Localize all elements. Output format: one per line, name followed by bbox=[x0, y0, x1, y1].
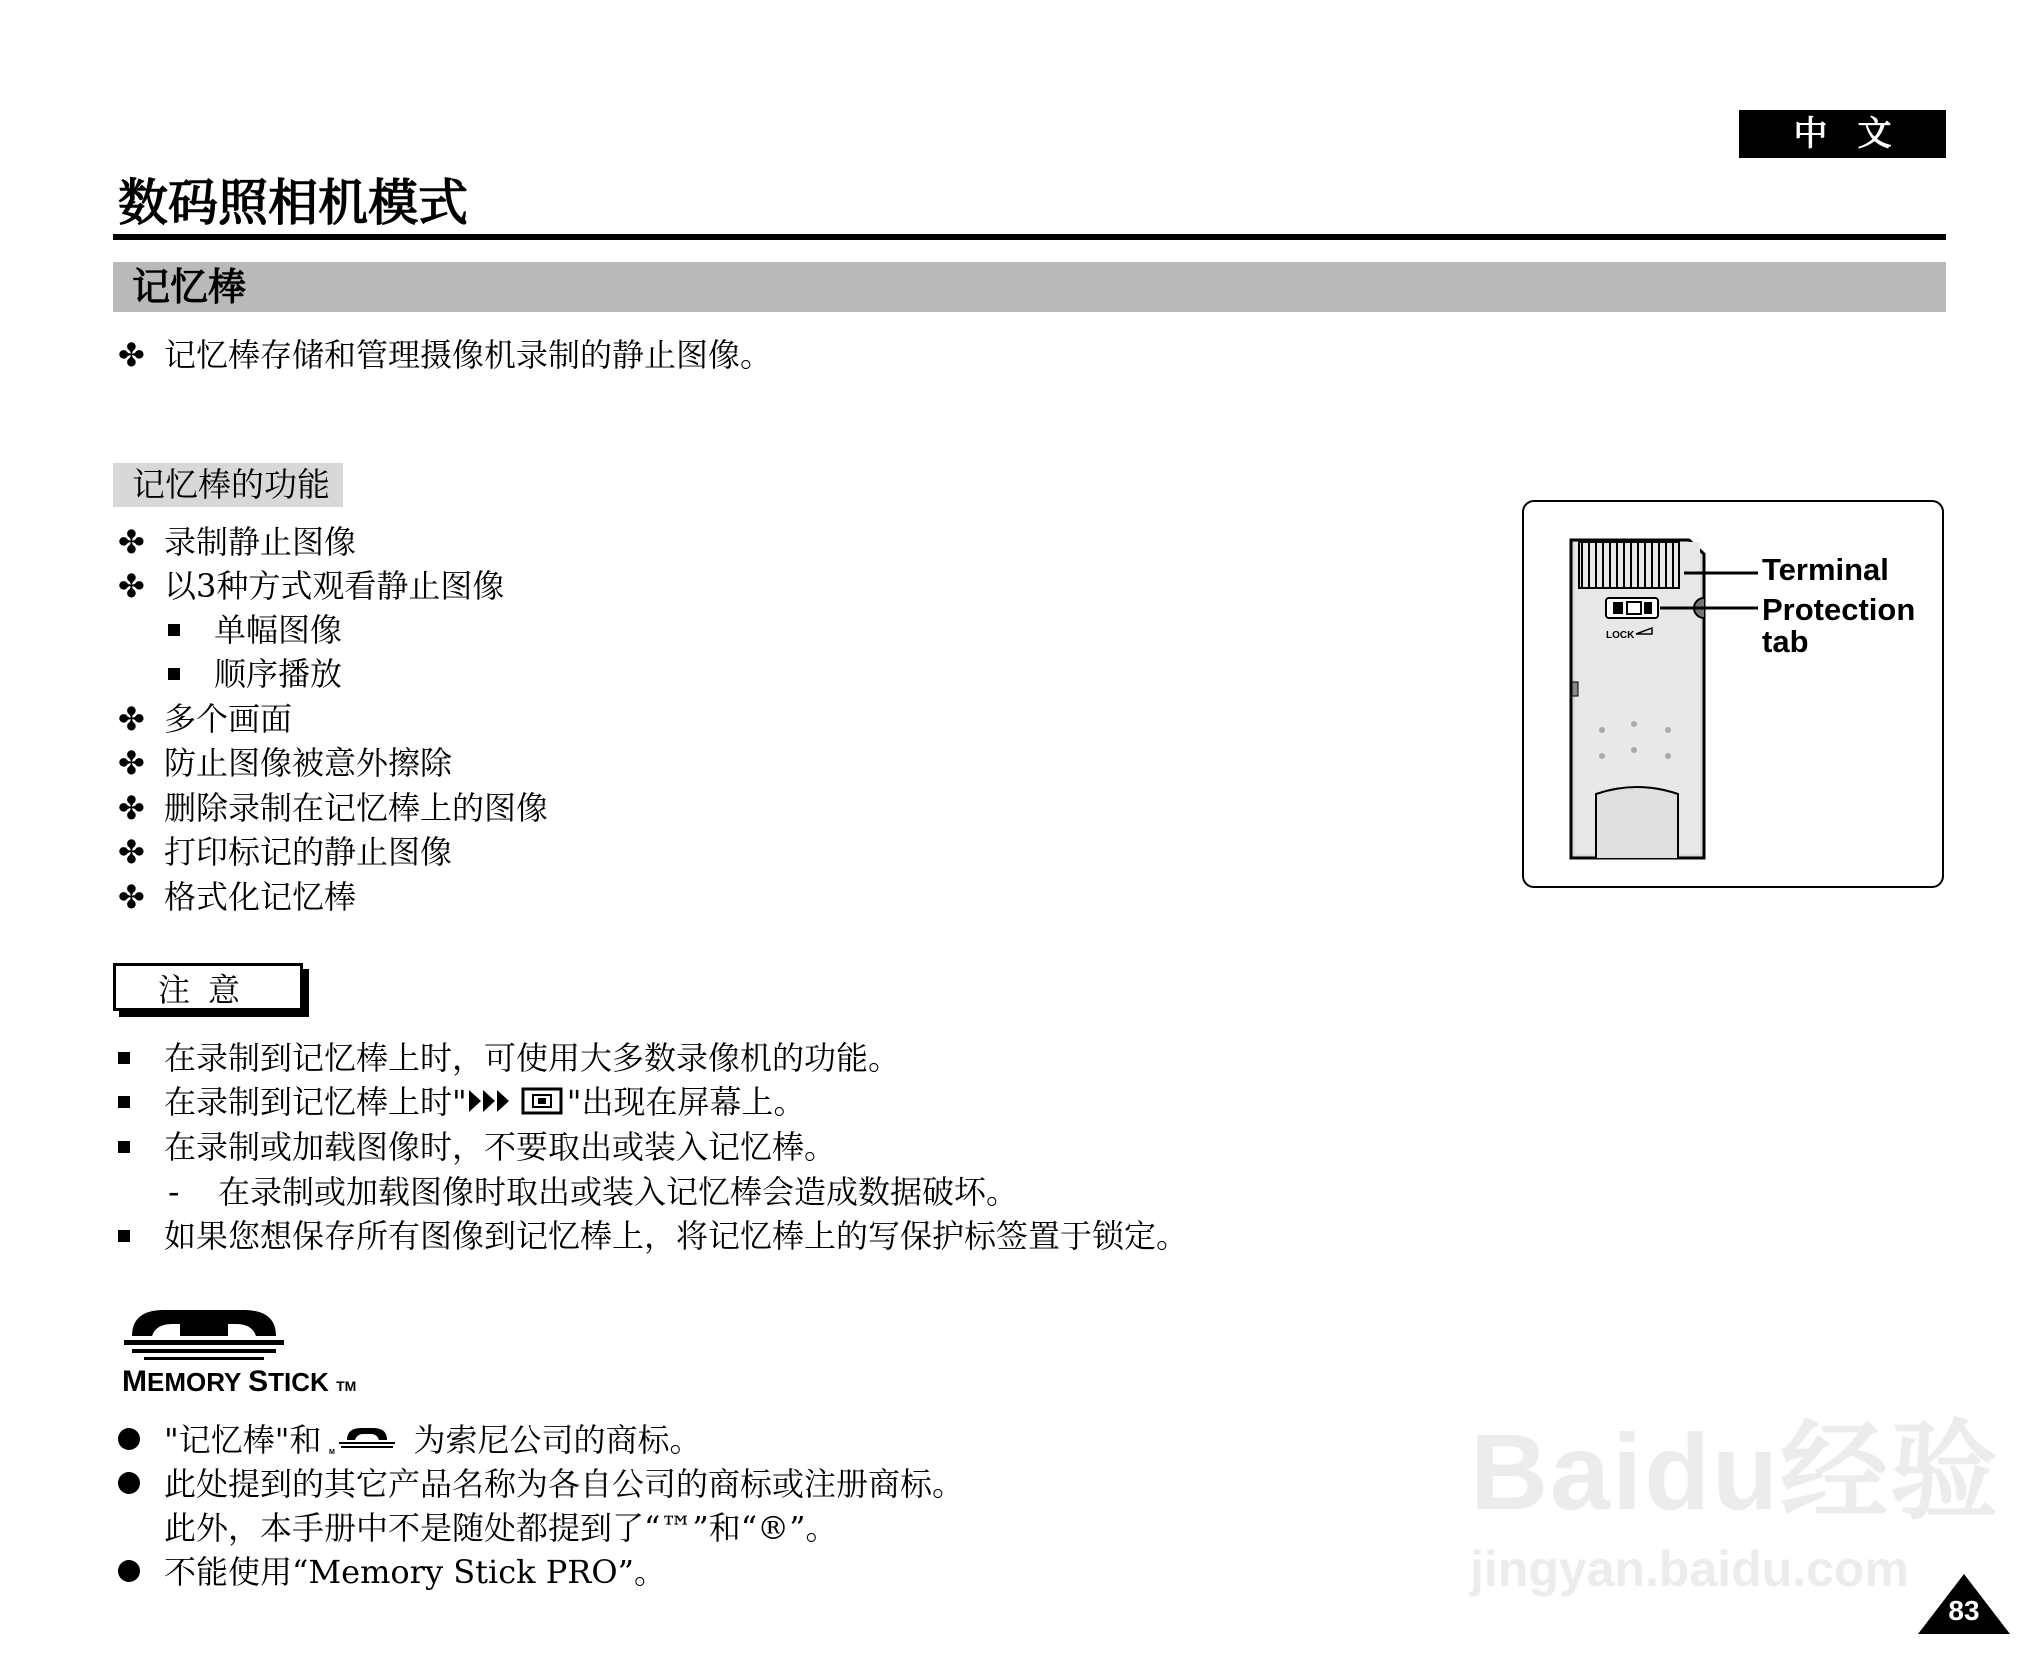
square-bullet-icon bbox=[168, 624, 180, 636]
list-item-text: 以3种方式观看静止图像 bbox=[164, 567, 505, 605]
playback-memory-indicator-icon bbox=[467, 1084, 567, 1118]
trademark-item bbox=[118, 1462, 964, 1506]
lock-label: LOCK bbox=[1606, 630, 1635, 641]
title-rule bbox=[113, 234, 1946, 240]
sub-list-item bbox=[168, 652, 342, 696]
page-title: 数码照相机模式 bbox=[118, 174, 468, 232]
note-text: 在录制到记忆棒上时，可使用大多数录像机的功能。 bbox=[164, 1039, 901, 1077]
clover-bullet-icon: ✤ bbox=[118, 336, 145, 374]
trademark-text: 此处提到的其它产品名称为各自公司的商标或注册商标。 bbox=[164, 1465, 965, 1503]
clover-bullet-icon: ✤ bbox=[118, 700, 145, 738]
terminal-label: Terminal bbox=[1762, 552, 1889, 587]
note-item bbox=[118, 1080, 805, 1124]
list-item-text: 多个画面 bbox=[164, 700, 293, 738]
note-item bbox=[118, 1214, 1188, 1258]
list-item-text: 防止图像被意外擦除 bbox=[164, 744, 453, 782]
list-item bbox=[118, 564, 504, 608]
note-text: "出现在屏幕上。 bbox=[566, 1083, 806, 1121]
square-bullet-icon bbox=[168, 668, 180, 680]
square-bullet-icon bbox=[118, 1096, 130, 1108]
list-item bbox=[118, 520, 356, 564]
dash-bullet: - bbox=[168, 1173, 180, 1211]
language-tab: 中文 bbox=[1739, 110, 1946, 158]
list-item bbox=[118, 786, 548, 830]
note-text: 如果您想保存所有图像到记忆棒上，将记忆棒上的写保护标签置于锁定。 bbox=[164, 1217, 1189, 1255]
clover-bullet-icon: ✤ bbox=[118, 567, 145, 605]
dot-bullet-icon bbox=[118, 1560, 140, 1582]
clover-bullet-icon: ✤ bbox=[118, 744, 145, 782]
square-bullet-icon bbox=[118, 1141, 130, 1153]
dot-bullet-icon bbox=[118, 1472, 140, 1494]
trademark-item bbox=[118, 1418, 701, 1462]
functions-heading: 记忆棒的功能 bbox=[132, 465, 330, 504]
trademark-text: 为索尼公司的商标。 bbox=[413, 1421, 702, 1459]
list-item-text: 格式化记忆棒 bbox=[164, 878, 357, 916]
sub-list-item bbox=[168, 608, 342, 652]
clover-bullet-icon: ✤ bbox=[118, 878, 145, 916]
list-item bbox=[118, 830, 452, 874]
note-item bbox=[118, 1036, 900, 1080]
square-bullet-icon bbox=[118, 1052, 130, 1064]
trademark-item-continued bbox=[164, 1506, 837, 1550]
list-item bbox=[118, 741, 452, 785]
dot-bullet-icon bbox=[118, 1428, 140, 1450]
note-sub-item bbox=[168, 1170, 1018, 1214]
list-item bbox=[118, 875, 356, 919]
memory-stick-wordmark: MEMORY STICK TM bbox=[122, 1365, 357, 1398]
note-text: 在录制到记忆棒上时" bbox=[164, 1083, 467, 1121]
intro-line bbox=[118, 333, 772, 377]
small-logo-caption: M bbox=[329, 1448, 336, 1454]
list-item bbox=[118, 697, 292, 741]
protection-label: Protection bbox=[1762, 592, 1916, 627]
section-title: 记忆棒 bbox=[132, 265, 247, 309]
watermark-brand: Baidu经验 bbox=[1470, 1411, 2001, 1532]
memory-stick-logo-icon bbox=[124, 1302, 284, 1364]
page-number: 83 bbox=[1948, 1595, 1980, 1626]
clover-bullet-icon: ✤ bbox=[118, 833, 145, 871]
note-text: 在录制或加载图像时，不要取出或装入记忆棒。 bbox=[164, 1128, 837, 1166]
list-item-text: 单幅图像 bbox=[214, 611, 343, 649]
note-item bbox=[118, 1125, 836, 1169]
baidu-watermark bbox=[1470, 1385, 2000, 1598]
trademark-text: 此外，本手册中不是随处都提到了“™”和“®”。 bbox=[164, 1509, 838, 1547]
list-item-text: 录制静止图像 bbox=[164, 523, 357, 561]
watermark-url: jingyan.baidu.com bbox=[1470, 1541, 1909, 1597]
list-item-text: 打印标记的静止图像 bbox=[164, 833, 453, 871]
list-item-text: 顺序播放 bbox=[214, 655, 343, 693]
list-item-text: 删除录制在记忆棒上的图像 bbox=[164, 789, 549, 827]
trademark-text: 不能使用“Memory Stick PRO”。 bbox=[164, 1553, 666, 1591]
trademark-text: "记忆棒"和 bbox=[164, 1421, 322, 1459]
trademark-item bbox=[118, 1550, 666, 1594]
intro-text: 记忆棒存储和管理摄像机录制的静止图像。 bbox=[164, 336, 773, 374]
square-bullet-icon bbox=[118, 1230, 130, 1242]
clover-bullet-icon: ✤ bbox=[118, 789, 145, 827]
section-bar bbox=[113, 262, 1946, 312]
clover-bullet-icon: ✤ bbox=[118, 523, 145, 561]
protection-label-tab: tab bbox=[1762, 624, 1809, 659]
memory-stick-small-logo-icon bbox=[327, 1424, 407, 1454]
note-heading: 注意 bbox=[113, 963, 303, 1011]
memory-stick-figure bbox=[1522, 500, 1944, 888]
note-text: 在录制或加载图像时取出或装入记忆棒会造成数据破坏。 bbox=[218, 1173, 1019, 1211]
